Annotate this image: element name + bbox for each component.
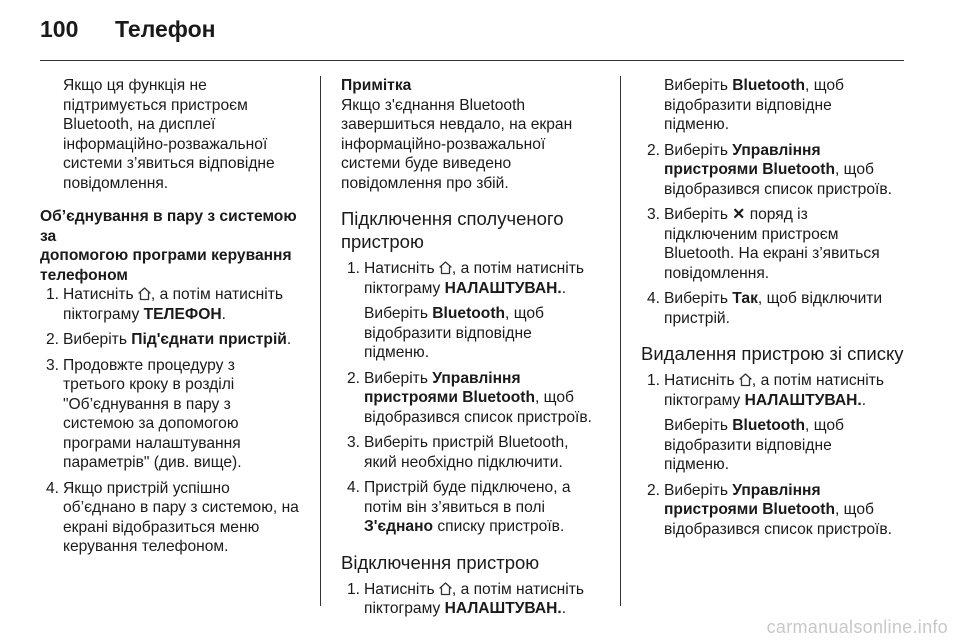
text: , а потім натисніть — [451, 580, 584, 598]
menu-name: Управління — [432, 369, 521, 387]
step-number: 2. — [647, 481, 661, 499]
text-line: системою за допомогою — [63, 415, 239, 432]
menu-name: З'єднано — [364, 518, 434, 535]
list-item — [641, 205, 906, 283]
step-number: 4. — [46, 479, 60, 497]
heading-line: Підключення сполученого — [341, 208, 564, 229]
text-line: системи буде виведено — [341, 155, 512, 172]
note-box — [341, 76, 605, 193]
text: поряд із — [745, 206, 808, 223]
text: Виберіть — [364, 369, 433, 387]
disconnect-heading: Відключення пристрою — [341, 551, 540, 573]
text-line: повідомлення. — [664, 264, 770, 282]
disconnect-steps-continued — [641, 76, 906, 328]
menu-name: ТЕЛЕФОН — [143, 305, 222, 323]
menu-name: НАЛАШТУВАН. — [444, 600, 562, 617]
heading-line: допомогою програми керування — [40, 247, 292, 264]
text-line: завершиться невдало, на екран — [341, 116, 573, 133]
text: піктограму — [364, 600, 445, 617]
pair-heading — [40, 207, 308, 285]
list-item — [40, 479, 308, 557]
step-number: 1. — [647, 372, 661, 389]
text-line: Якщо пристрій успішно — [63, 479, 230, 497]
text-line: системи з’явиться відповідне — [63, 155, 275, 172]
text-line: Якщо ця функція не — [63, 77, 207, 94]
list-item — [341, 580, 605, 619]
text-line: Якщо з'єднання Bluetooth — [341, 96, 526, 114]
heading-line: телефоном — [40, 266, 128, 284]
text: , щоб — [805, 77, 844, 94]
list-item — [641, 481, 906, 540]
list-item — [341, 478, 605, 537]
menu-name: пристроями Bluetooth — [664, 501, 835, 518]
note-title: Примітка — [341, 77, 412, 94]
list-item — [641, 371, 906, 475]
text-line: відобразився список пристроїв. — [364, 408, 592, 426]
text-line: підтримується пристроєм — [63, 96, 248, 114]
text: , щоб відключити — [757, 290, 883, 307]
text: піктограму — [63, 305, 144, 323]
text: Виберіть — [664, 77, 733, 94]
text-line: пристрій. — [664, 309, 730, 327]
text: , щоб — [535, 389, 574, 406]
text-line: об’єднано в пару з системою, на — [63, 499, 299, 516]
column-divider-2 — [620, 76, 621, 606]
disconnect-steps — [341, 580, 605, 619]
menu-name: Так — [732, 290, 758, 307]
remove-steps — [641, 371, 906, 539]
text: . — [561, 600, 567, 617]
step-number: 4. — [347, 479, 361, 496]
heading-line: Об’єднування в пару з системою за — [40, 208, 297, 245]
connect-heading — [341, 207, 605, 253]
text-line: "Об’єднування в пару з — [63, 395, 231, 413]
step-number: 3. — [347, 434, 361, 451]
step-number: 4. — [647, 290, 661, 307]
list-item — [641, 289, 906, 328]
text: піктограму — [364, 279, 445, 297]
step-number: 2. — [647, 141, 661, 159]
close-icon: ✕ — [732, 206, 746, 223]
menu-name: Bluetooth — [732, 77, 806, 94]
text-line: повідомлення про збій. — [341, 174, 509, 192]
text-line: Продовжте процедуру з — [63, 356, 235, 374]
text-line: підменю. — [664, 116, 730, 133]
text: , а потім натисніть — [150, 286, 283, 303]
text-line: Bluetooth, на дисплеї — [63, 116, 216, 133]
text: Виберіть — [664, 141, 733, 159]
text-line: підключеним пристроєм — [664, 225, 839, 243]
text: Виберіть — [364, 305, 433, 322]
page-number: 100 — [40, 16, 79, 42]
text: . — [561, 279, 567, 297]
text-line: екрані відобразиться меню — [63, 518, 260, 536]
text-line: Bluetooth. На екрані з’явиться — [664, 245, 880, 262]
column-divider-1 — [320, 76, 321, 606]
text: . — [861, 391, 867, 409]
text-line: повідомлення. — [63, 174, 169, 192]
list-item — [40, 285, 308, 324]
step-number: 3. — [647, 206, 661, 223]
home-icon — [739, 373, 752, 387]
page-header — [40, 16, 910, 52]
text-line: відобразити відповідне — [664, 96, 832, 114]
text: Виберіть — [664, 481, 733, 499]
text-line: інформаційно-розважальної — [341, 135, 546, 153]
text-line: підменю. — [364, 344, 430, 361]
text-line: програми налаштування — [63, 434, 241, 452]
menu-name: Bluetooth — [732, 417, 806, 434]
text-line: Пристрій буде підключено, а — [364, 479, 571, 496]
step-number: 2. — [46, 331, 60, 348]
page-title: Телефон — [115, 16, 216, 42]
menu-name: НАЛАШТУВАН. — [744, 391, 862, 409]
list-item — [341, 433, 605, 472]
text: списку пристроїв. — [433, 518, 565, 535]
menu-name: пристроями Bluetooth — [664, 161, 835, 178]
text-line: потім він з’явиться в полі — [364, 498, 545, 516]
text: Натисніть — [364, 260, 439, 277]
list-item — [40, 330, 308, 350]
text-line: керування телефоном. — [63, 538, 229, 555]
list-item — [341, 369, 605, 428]
text: , а потім натисніть — [451, 260, 584, 277]
home-icon — [439, 261, 452, 275]
text: Виберіть — [63, 331, 132, 348]
menu-name: НАЛАШТУВАН. — [444, 279, 562, 297]
text: . — [286, 331, 292, 348]
text-line: відобразився список пристроїв. — [664, 520, 892, 538]
step-number: 2. — [347, 369, 361, 387]
text-line: підменю. — [664, 456, 730, 473]
text: Виберіть — [664, 206, 733, 223]
text: Натисніть — [664, 372, 739, 389]
text: , щоб — [505, 305, 544, 322]
text-line: відобразити відповідне — [364, 324, 532, 342]
text-line: який необхідно підключити. — [364, 453, 563, 471]
step-number: 3. — [46, 356, 60, 374]
menu-name: Управління — [732, 481, 821, 499]
text-line: параметрів" (див. вище). — [63, 454, 242, 471]
step-number: 1. — [46, 286, 60, 303]
menu-name: пристроями Bluetooth — [364, 389, 535, 406]
text: Виберіть — [664, 290, 733, 307]
text: Виберіть — [664, 417, 733, 434]
text: Натисніть — [63, 286, 138, 303]
text: піктограму — [664, 391, 745, 409]
column-2 — [341, 76, 605, 619]
list-item — [341, 259, 605, 363]
text-line: відобразити відповідне — [664, 436, 832, 454]
step-number: 1. — [347, 260, 361, 277]
list-item — [641, 141, 906, 200]
home-icon — [138, 287, 151, 301]
heading-line: пристрою — [341, 231, 424, 252]
text-line: третього кроку в розділі — [63, 376, 235, 393]
intro-paragraph — [40, 76, 308, 193]
watermark: carmanualsonline.info — [766, 617, 948, 637]
pair-steps — [40, 285, 308, 557]
text-line: інформаційно-розважальної — [63, 135, 268, 153]
text-line: відобразився список пристроїв. — [664, 180, 892, 198]
text-line: Виберіть пристрій Bluetooth, — [364, 434, 569, 451]
header-divider — [40, 60, 904, 61]
text: , щоб — [805, 417, 844, 434]
list-item — [40, 356, 308, 473]
text: Натисніть — [364, 580, 439, 598]
step-number: 1. — [347, 580, 361, 598]
menu-name: Під'єднати пристрій — [131, 331, 287, 348]
remove-heading: Видалення пристрою зі списку — [641, 343, 904, 364]
text: , щоб — [835, 161, 874, 178]
menu-name: Bluetooth — [432, 305, 506, 322]
menu-name: Управління — [732, 141, 821, 159]
text: . — [221, 305, 226, 323]
connect-steps — [341, 259, 605, 537]
column-1 — [40, 76, 308, 557]
text: , щоб — [835, 501, 874, 518]
column-3 — [641, 76, 906, 539]
list-item — [641, 76, 906, 135]
text: , а потім натисніть — [751, 372, 884, 389]
home-icon — [439, 582, 452, 596]
